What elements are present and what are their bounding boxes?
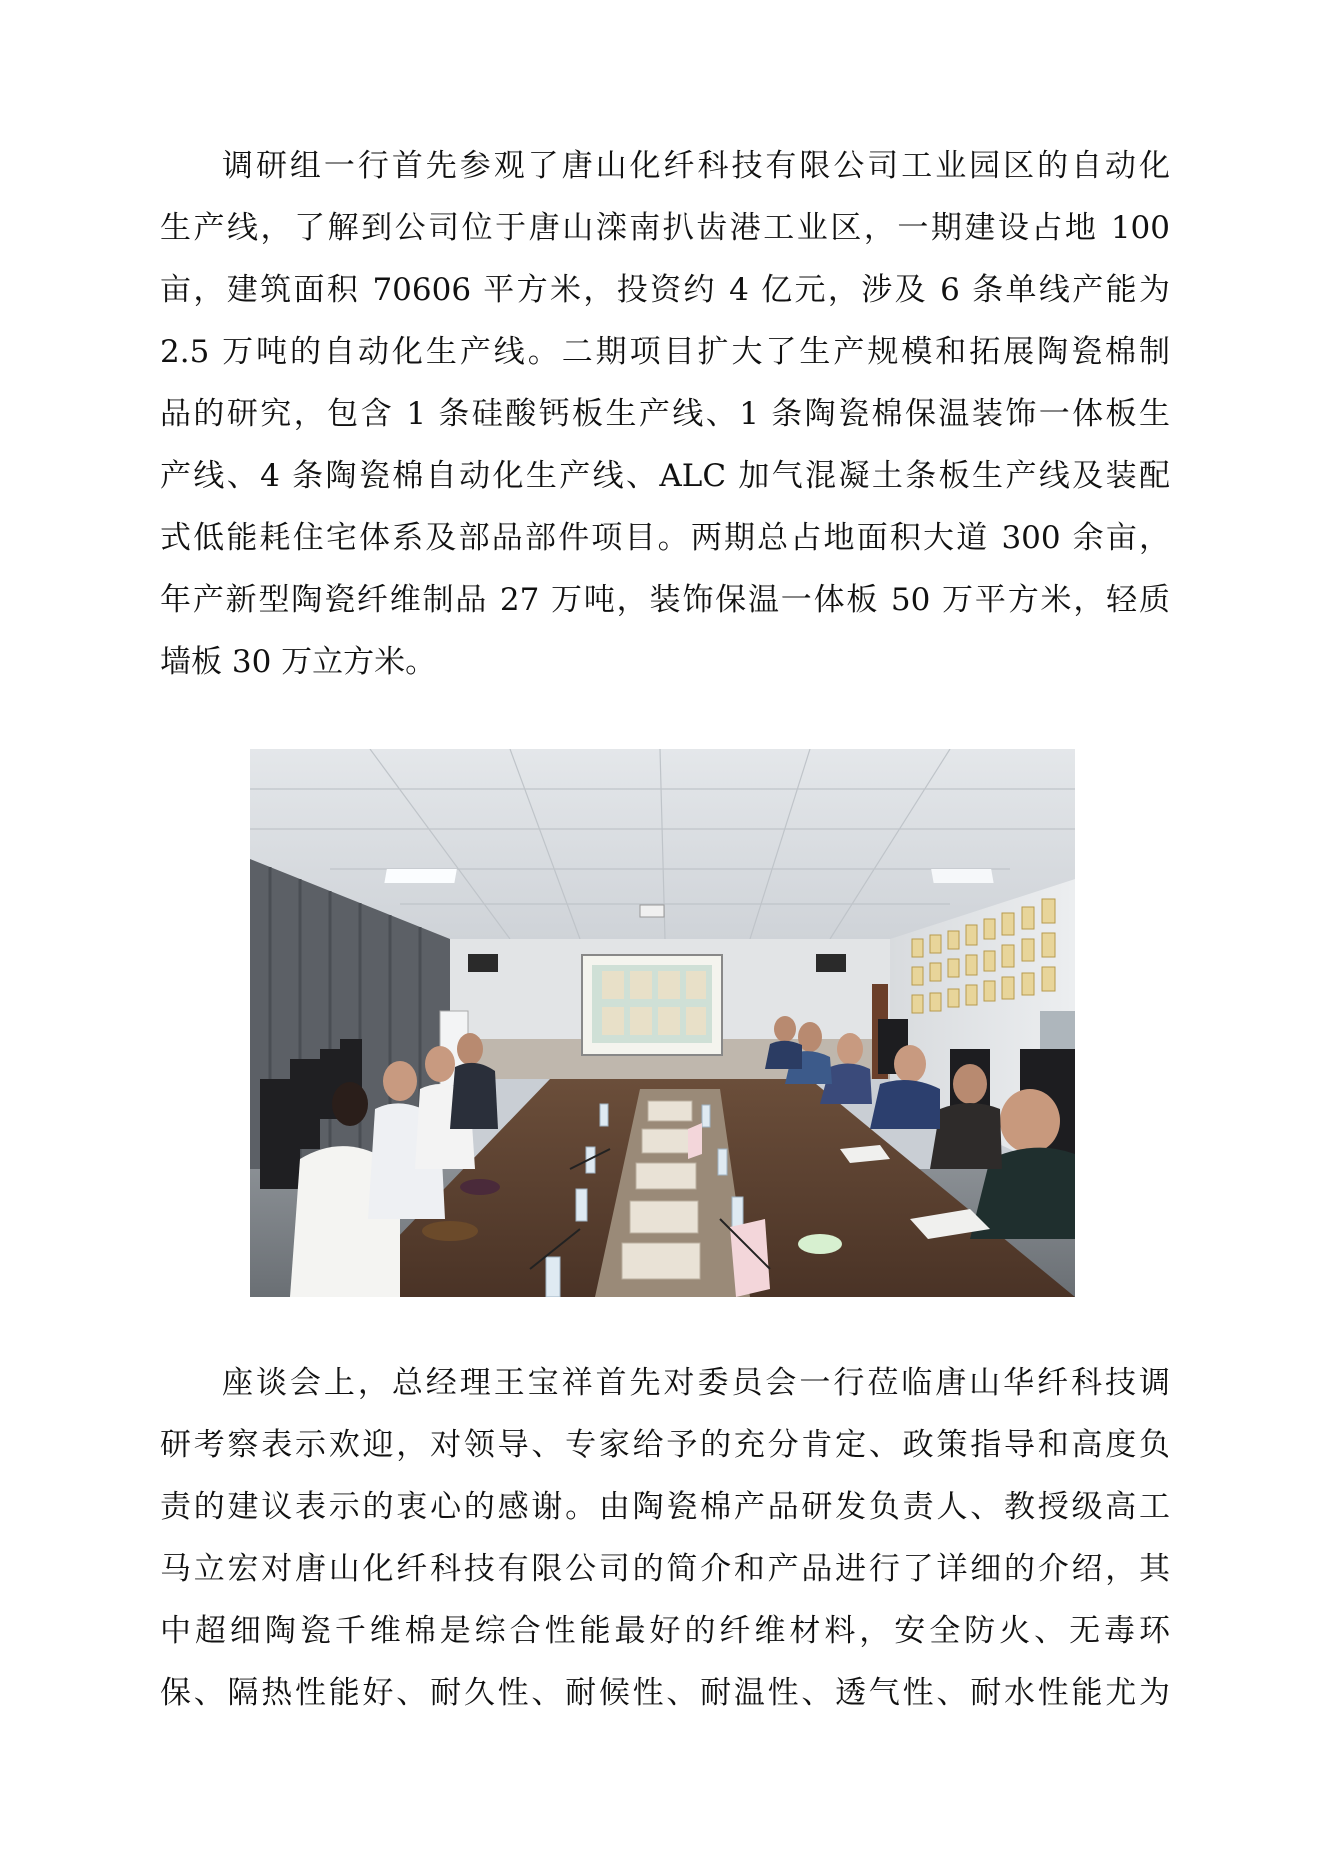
paragraph-line: 产线、4 条陶瓷棉自动化生产线、ALC 加气混凝土条板生产线及装配 [160, 458, 1170, 494]
paragraph-line: 责的建议表示的衷心的感谢。由陶瓷棉产品研发负责人、教授级高工 [160, 1489, 1170, 1525]
paragraph-line: 马立宏对唐山化纤科技有限公司的简介和产品进行了详细的介绍，其 [160, 1551, 1170, 1587]
paragraph-line: 墙板 30 万立方米。 [160, 644, 437, 680]
paragraph-line: 式低能耗住宅体系及部品部件项目。两期总占地面积大道 300 余亩， [160, 520, 1170, 556]
paragraph-line: 亩，建筑面积 70606 平方米，投资约 4 亿元，涉及 6 条单线产能为 [160, 272, 1170, 308]
paragraph-line: 2.5 万吨的自动化生产线。二期项目扩大了生产规模和拓展陶瓷棉制 [160, 334, 1170, 370]
paragraph-line: 品的研究，包含 1 条硅酸钙板生产线、1 条陶瓷棉保温装饰一体板生 [160, 396, 1170, 432]
paragraph-line: 调研组一行首先参观了唐山化纤科技有限公司工业园区的自动化 [222, 148, 1170, 184]
paragraph-line: 中超细陶瓷千维棉是综合性能最好的纤维材料，安全防火、无毒环 [160, 1613, 1170, 1649]
paragraph-line: 研考察表示欢迎，对领导、专家给予的充分肯定、政策指导和高度负 [160, 1427, 1170, 1463]
paragraph-line: 年产新型陶瓷纤维制品 27 万吨，装饰保温一体板 50 万平方米，轻质 [160, 582, 1170, 618]
paragraph-line: 生产线，了解到公司位于唐山滦南扒齿港工业区，一期建设占地 100 [160, 210, 1170, 246]
meeting-room-photo [250, 749, 1075, 1297]
paragraph-line: 保、隔热性能好、耐久性、耐候性、耐温性、透气性、耐水性能尤为 [160, 1675, 1170, 1711]
paragraph-symposium [160, 1352, 1170, 1724]
paragraph-line: 座谈会上，总经理王宝祥首先对委员会一行莅临唐山华纤科技调 [222, 1365, 1170, 1401]
paragraph-visit [160, 135, 1170, 693]
